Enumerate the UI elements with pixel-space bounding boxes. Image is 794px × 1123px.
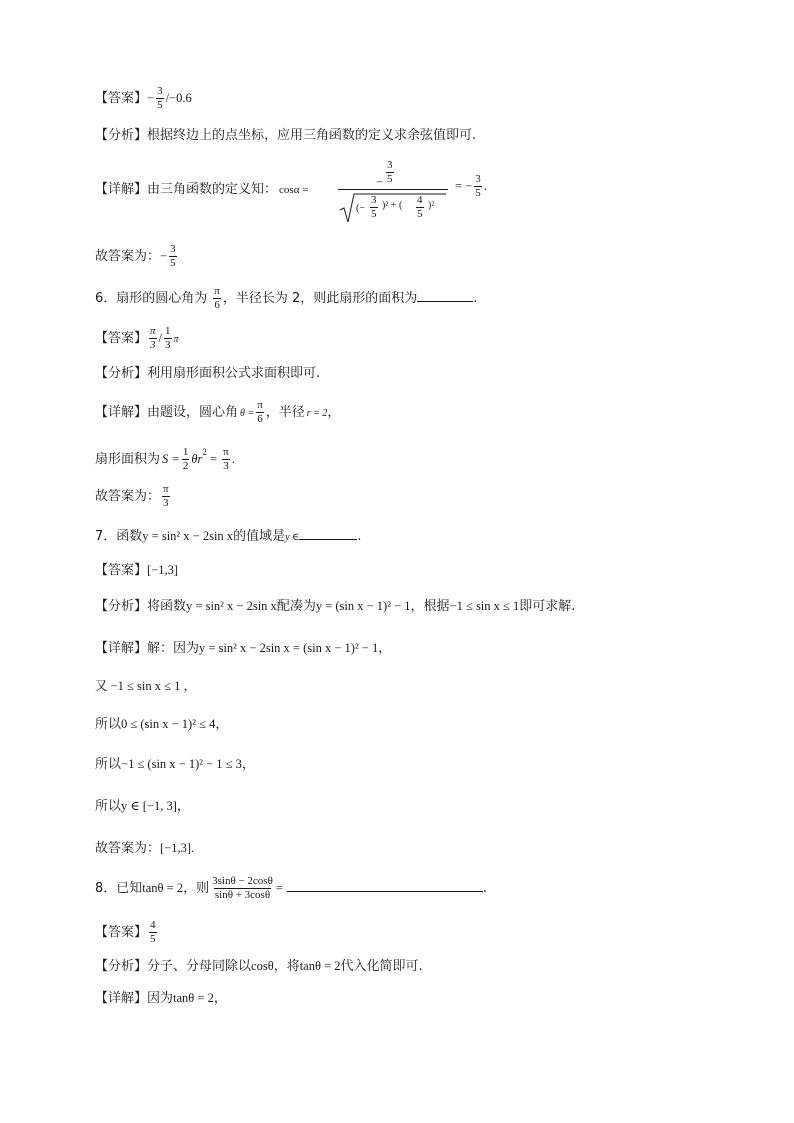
answer-blank bbox=[287, 879, 483, 892]
analysis-tag: 【分析】 bbox=[95, 128, 148, 143]
answer-tag: 【答案】 bbox=[95, 91, 148, 106]
q7-analysis-line: 【分析】将函数y = sin² x − 2sin x配凑为y = (sin x − 1)² − 1，根据−1 ≤ sin x ≤ 1即可求解. bbox=[95, 599, 576, 614]
q7-step-line: 所以−1 ≤ (sin x − 1)² − 1 ≤ 3， bbox=[95, 757, 255, 772]
q7-detail-line: 【详解】解：因为y = sin² x − 2sin x = (sin x − 1)² − 1， bbox=[95, 641, 392, 656]
answer-blank bbox=[417, 289, 473, 302]
q7-step-line: 又 −1 ≤ sin x ≤ 1 ， bbox=[95, 679, 196, 693]
q7-answer-line: 【答案】[−1,3] bbox=[95, 563, 179, 578]
q6-answer-line: 【答案】 $\frac{\pi}{3}$ / $\frac{1}{3}$ π bbox=[95, 325, 179, 351]
q7-stem-line: 7．函数y = sin² x − 2sin x的值域是y ∈ . bbox=[95, 529, 362, 544]
q5-answer-line: 【答案】− $\frac{3}{5}$ /−0.6 bbox=[95, 85, 192, 111]
q8-analysis-line: 【分析】分子、分母同除以cosθ，将tanθ = 2代入化简即可. bbox=[95, 959, 423, 974]
q8-stem-line: 8．已知tanθ = 2，则 $\frac{3\sin\theta - 2\cos\theta}{\sin\theta + 3\cos\theta}$ = . bbox=[95, 875, 488, 901]
radical: (− $\frac{3}{5}$ )² + ( $\frac{4}{5}$ )² bbox=[338, 190, 448, 224]
fraction: $\frac{3}{5}$ bbox=[157, 85, 163, 111]
q5-final-line: 故答案为：− $\frac{3}{5}$ bbox=[95, 243, 176, 269]
q8-answer-line: 【答案】 $\frac{4}{5}$ bbox=[95, 919, 156, 945]
q6-analysis-line: 【分析】利用扇形面积公式求面积即可. bbox=[95, 366, 321, 381]
q7-step-line: 所以0 ≤ (sin x − 1)² ≤ 4， bbox=[95, 717, 229, 732]
detail-tag: 【详解】 bbox=[95, 182, 148, 197]
q6-stem-line: 6．扇形的圆心角为 $\frac{\pi}{6}$ ，半径长为 2，则此扇形的面积为 . bbox=[95, 285, 478, 311]
answer-blank bbox=[299, 527, 357, 540]
q7-step-line: 所以y ∈ [−1, 3]， bbox=[95, 799, 190, 814]
q6-detail-line: 【详解】由题设，圆心角 θ = $\frac{\pi}{6}$ ，半径 r = 2， bbox=[95, 399, 341, 425]
q5-big-fraction: − $\frac{3}{5}$ (− $\frac{3}{5}$ )² + ( $\frac{4}{5}$ )² bbox=[338, 160, 448, 224]
q6-area-line: 扇形面积为 S = $\frac{1}{2}$ $\theta r^2$ = $\frac{\pi}{3}$ . bbox=[95, 446, 235, 472]
q7-final-line: 故答案为：[−1,3]. bbox=[95, 841, 195, 856]
q8-detail-line: 【详解】因为tanθ = 2， bbox=[95, 991, 227, 1006]
q6-final-line: 故答案为： $\frac{\pi}{3}$ bbox=[95, 483, 169, 509]
q5-analysis-line: 【分析】根据终边上的点坐标，应用三角函数的定义求余弦值即可. bbox=[95, 128, 477, 143]
